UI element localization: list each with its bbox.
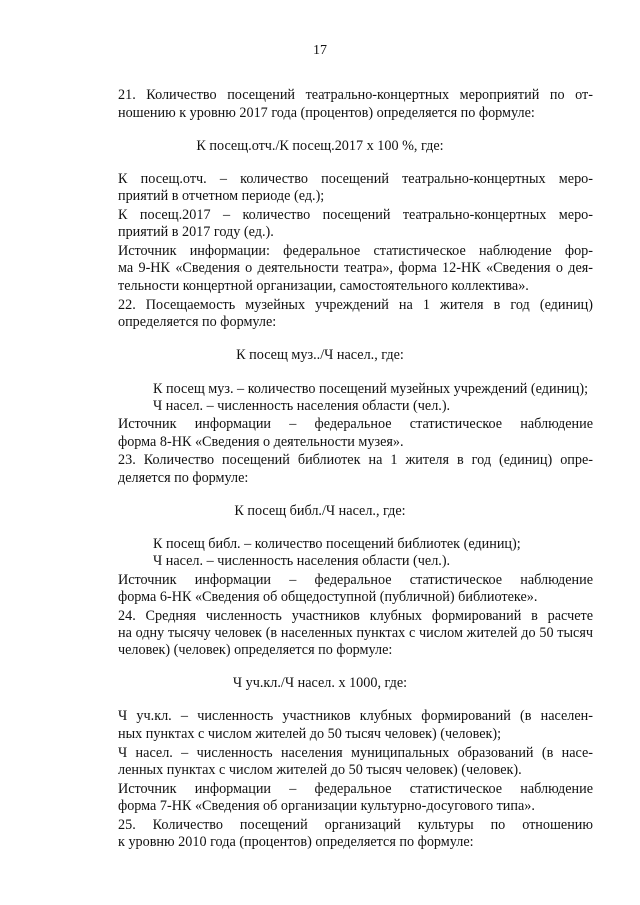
text-line: ных пунктах с числом жителей до 50 тысяч человек) (человек); xyxy=(118,726,502,742)
text-line: 24. Средняя численность участников клубных формирований в расчете xyxy=(118,608,593,624)
formula: К посещ муз../Ч насел., где: xyxy=(236,347,404,363)
text-line: ма 9-НК «Сведения о деятельности театра», форма 12-НК «Сведения о дея- xyxy=(118,260,593,276)
text-line: К посещ.2017 – количество посещений театрально-концертных меро- xyxy=(118,207,593,223)
text-line: определяется по формуле: xyxy=(118,314,277,330)
text-line: К посещ библ. – количество посещений библиотек (единиц); xyxy=(153,536,521,552)
text-line: Источник информации – федеральное статистическое наблюдение xyxy=(118,416,593,432)
text-line: К посещ муз. – количество посещений музейных учреждений (единиц); xyxy=(153,381,589,397)
text-line: Ч насел. – численность населения муниципальных образований (в насе- xyxy=(118,745,593,761)
text-line: Источник информации – федеральное статистическое наблюдение xyxy=(118,572,593,588)
text-line: тельности концертной организации, самостоятельного коллектива». xyxy=(118,278,529,294)
text-line: человек) (человек) определяется по формуле: xyxy=(118,642,393,658)
text-line: Источник информации: федеральное статистическое наблюдение фор- xyxy=(118,243,593,259)
text-line: на одну тысячу человек (в населенных пунктах с числом жителей до 50 тысяч xyxy=(118,625,593,641)
text-line: Источник информации – федеральное статистическое наблюдение xyxy=(118,781,593,797)
formula: К посещ библ./Ч насел., где: xyxy=(234,503,406,519)
text-line: 23. Количество посещений библиотек на 1 жителя в год (единиц) опре- xyxy=(118,452,593,468)
text-line: Ч насел. – численность населения области (чел.). xyxy=(153,398,451,414)
text-line: ленных пунктах с числом жителей до 50 тысяч человек) (человек). xyxy=(118,762,522,778)
text-line: форма 8-НК «Сведения о деятельности музея». xyxy=(118,434,404,450)
text-line: форма 7-НК «Сведения об организации культурно-досугового типа». xyxy=(118,798,535,814)
text-line: форма 6-НК «Сведения об общедоступной (публичной) библиотеке». xyxy=(118,589,538,605)
text-line: приятий в 2017 году (ед.). xyxy=(118,224,274,240)
text-line: Ч насел. – численность населения области (чел.). xyxy=(153,553,451,569)
text-line: Ч уч.кл. – численность участников клубных формирований (в населен- xyxy=(118,708,593,724)
formula: К посещ.отч./К посещ.2017 x 100 %, где: xyxy=(196,138,444,154)
text-line: 25. Количество посещений организаций культуры по отношению xyxy=(118,817,593,833)
text-line: 21. Количество посещений театрально-концертных мероприятий по от- xyxy=(118,87,593,103)
text-line: 22. Посещаемость музейных учреждений на 1 жителя в год (единиц) xyxy=(118,297,593,313)
page-number: 17 xyxy=(313,43,327,58)
text-line: К посещ.отч. – количество посещений театрально-концертных меро- xyxy=(118,171,593,187)
text-line: деляется по формуле: xyxy=(118,470,249,486)
text-line: приятий в отчетном периоде (ед.); xyxy=(118,188,325,204)
text-line: ношению к уровню 2017 года (процентов) определяется по формуле: xyxy=(118,105,535,121)
formula: Ч уч.кл./Ч насел. x 1000, где: xyxy=(232,675,408,691)
text-line: к уровню 2010 года (процентов) определяется по формуле: xyxy=(118,834,474,850)
